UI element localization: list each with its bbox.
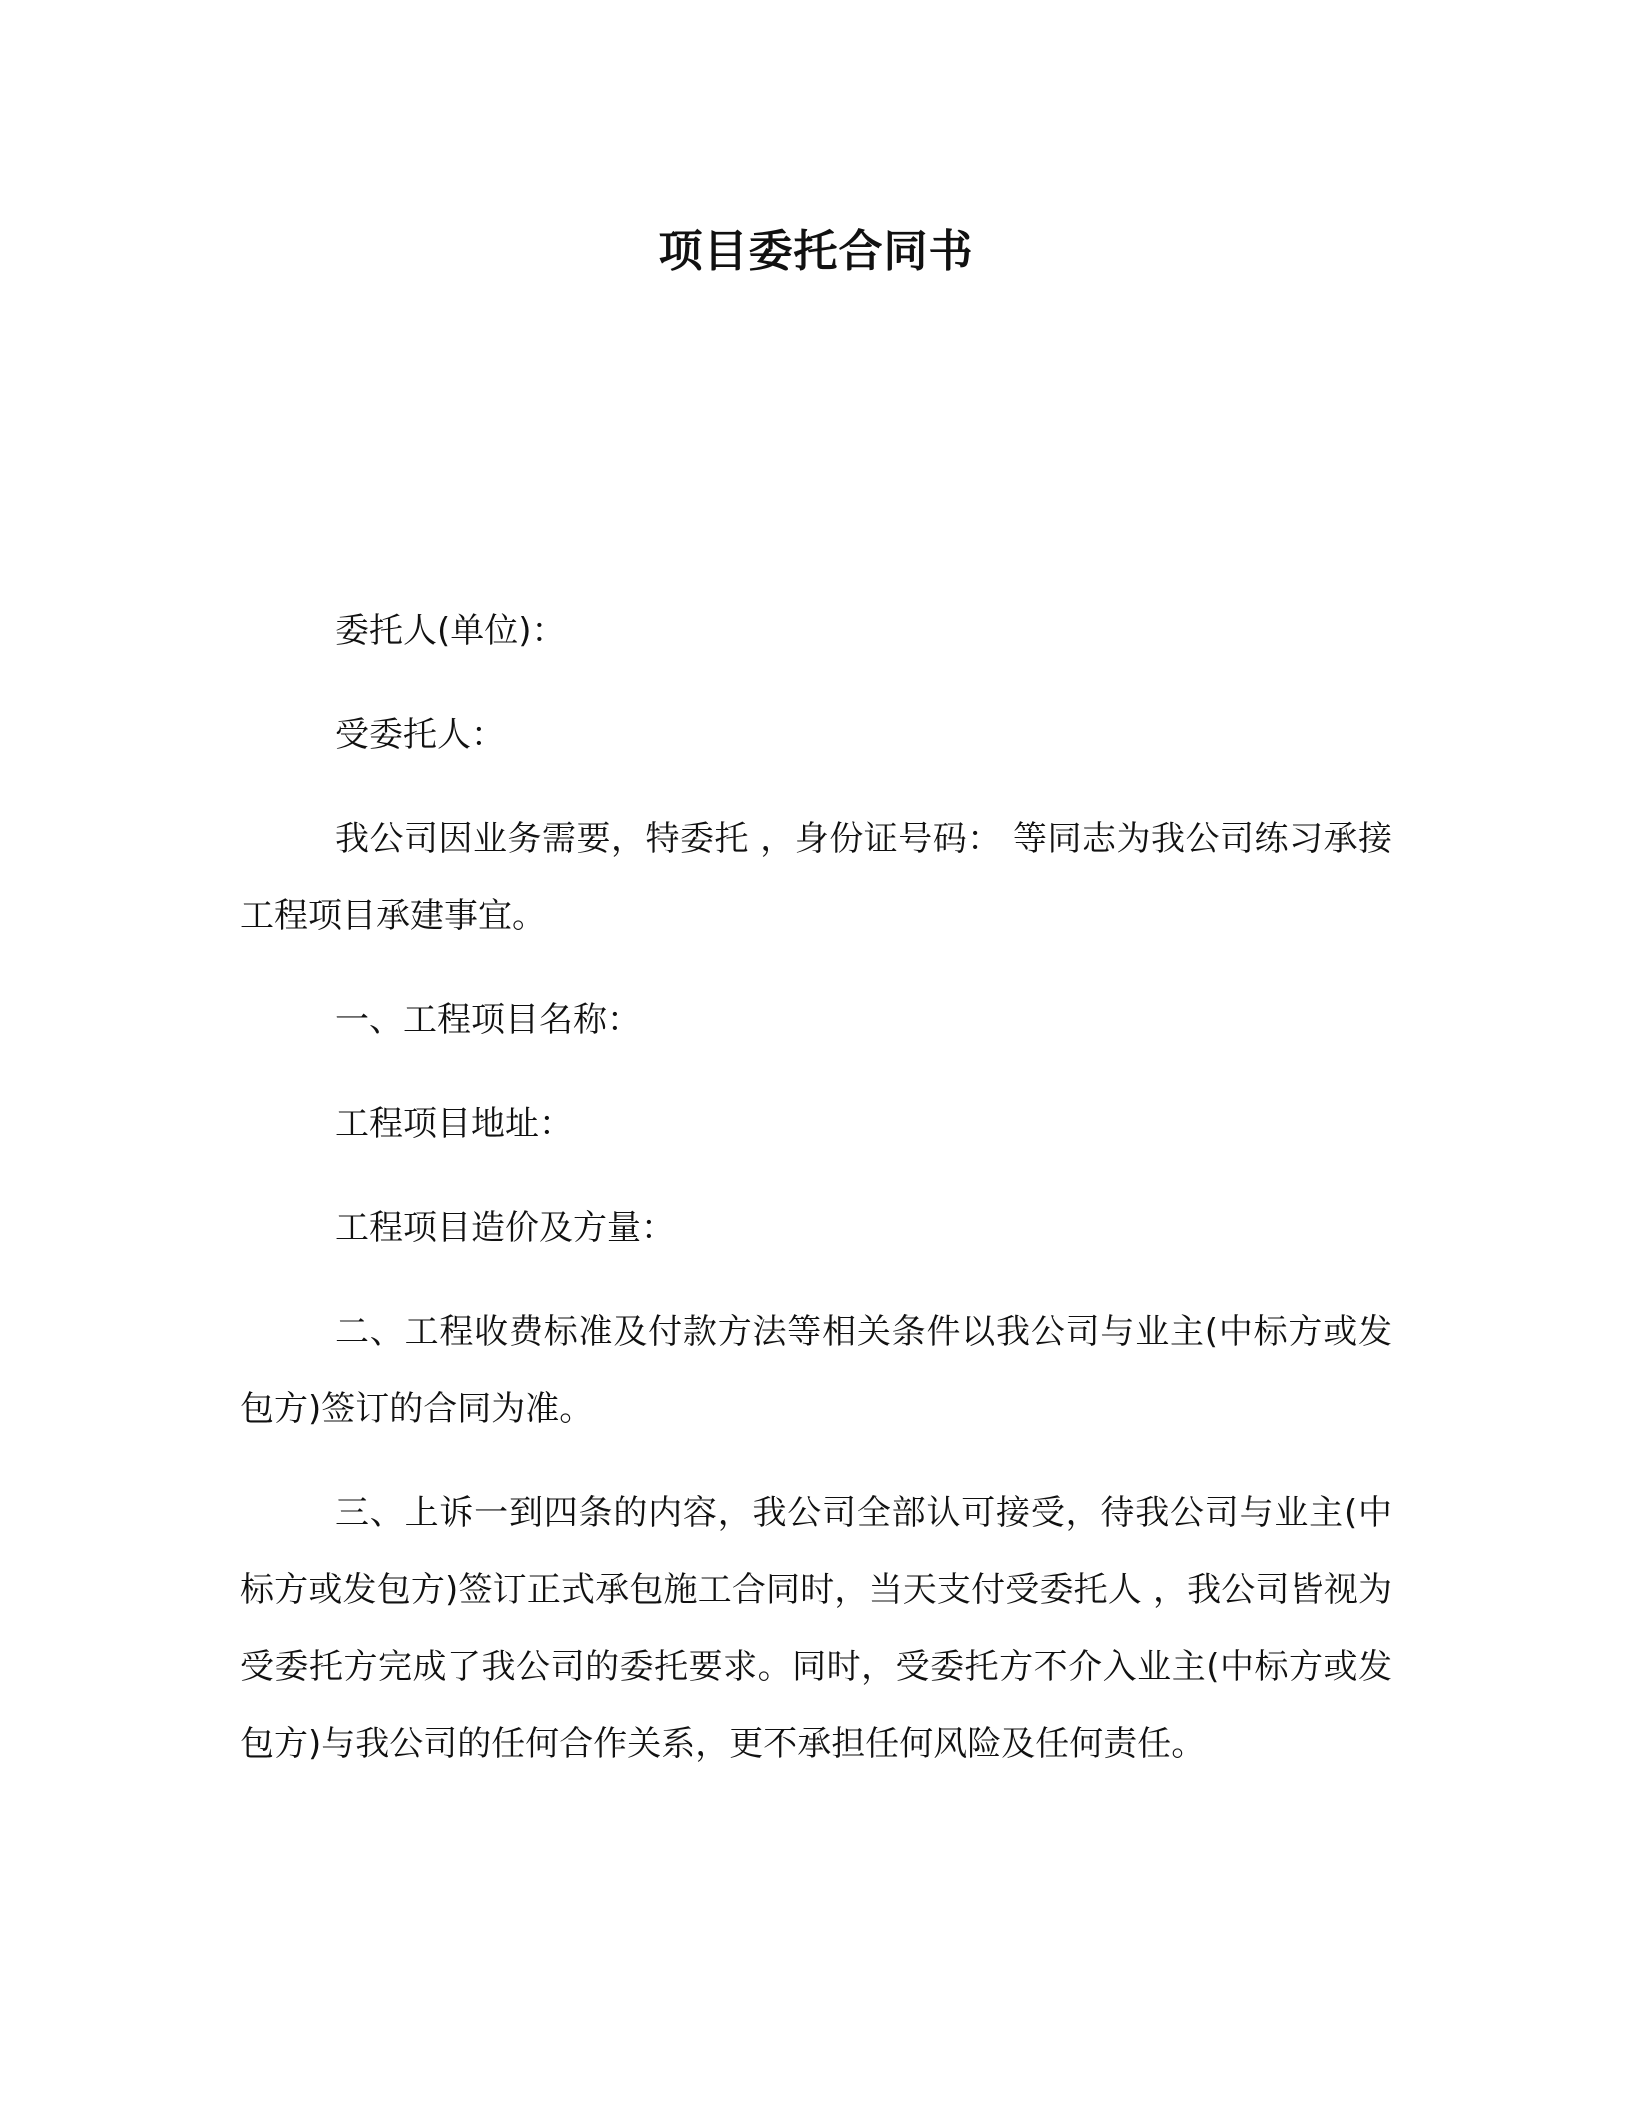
paragraph-entrustment: 我公司因业务需要，特委托 ，身份证号码： 等同志为我公司练习承接工程项目承建事宜。 (240, 819, 1392, 936)
paragraph-fee-standard: 二、工程收费标准及付款方法等相关条件以我公司与业主(中标方或发包方)签订的合同为准。 (240, 1312, 1392, 1429)
paragraph-project-name: 一、工程项目名称： (335, 1000, 641, 1040)
document-title: 项目委托合同书 (658, 226, 974, 277)
paragraph-project-address: 工程项目地址： (335, 1104, 573, 1144)
paragraph-principal: 委托人(单位)： (335, 611, 566, 651)
paragraph-project-cost: 工程项目造价及方量： (335, 1208, 675, 1248)
paragraph-agent: 受委托人： (335, 715, 505, 755)
document-body (240, 593, 1392, 1810)
paragraph-acceptance: 三、上诉一到四条的内容，我公司全部认可接受，待我公司与业主(中标方或发包方)签订正式承包施工合同时，当天支付受委托人 ，我公司皆视为受委托方完成了我公司的委托要求。同时，受委托方不介入业主(中标方或发包方)与我公司的任何合作关系，更不承担任何风险及任何责任。 (240, 1493, 1392, 1764)
